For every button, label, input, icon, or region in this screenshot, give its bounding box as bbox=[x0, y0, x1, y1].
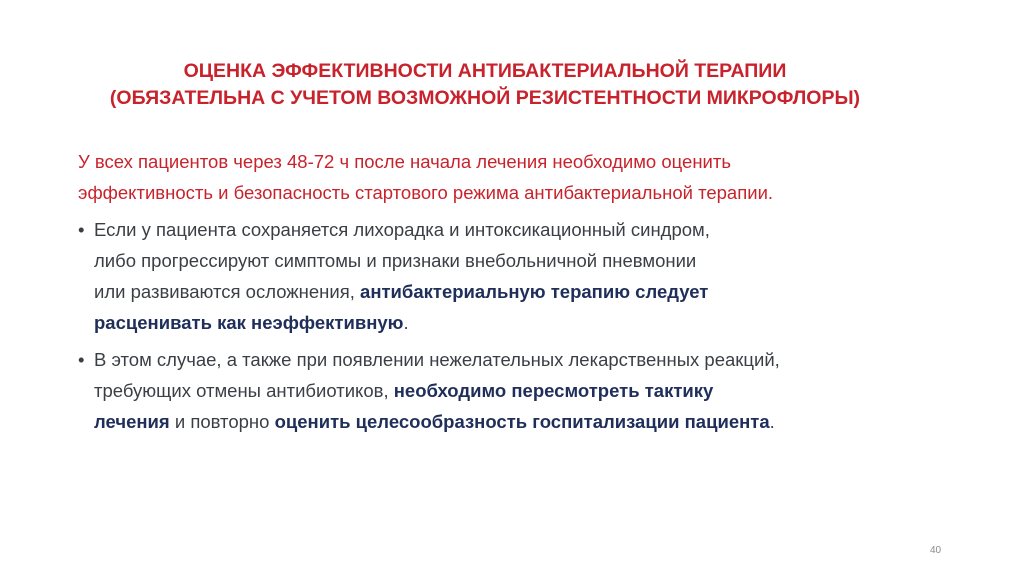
bullet-1-emphasis-a: антибактериальную терапию следует bbox=[360, 281, 709, 302]
bullet-dot-icon: • bbox=[78, 219, 85, 240]
bullet-1-line-3 bbox=[94, 276, 978, 307]
bullet-2-line-3-text: и повторно bbox=[169, 411, 275, 432]
bullet-2-line-1: В этом случае, а также при появлении нежелательных лекарственных реакций, bbox=[94, 349, 780, 370]
bullet-dot-icon: • bbox=[78, 349, 85, 370]
bullet-2-emphasis-c: оценить целесообразность госпитализации пациента bbox=[274, 411, 770, 432]
slide-title bbox=[0, 58, 970, 112]
bullet-2-period: . bbox=[769, 411, 775, 432]
bullet-1-line-2: либо прогрессируют симптомы и признаки внебольничной пневмонии bbox=[94, 250, 697, 271]
bullet-1-emphasis-b: расценивать как неэффективную bbox=[94, 312, 404, 333]
bullet-2-line-2-text: требующих отмены антибиотиков, bbox=[94, 380, 394, 401]
bullet-2-emphasis-b: лечения bbox=[94, 411, 170, 432]
bullet-1-line-4 bbox=[94, 307, 978, 338]
bullet-2-emphasis-a: необходимо пересмотреть тактику bbox=[393, 380, 714, 401]
bullet-2-line-2 bbox=[94, 375, 978, 406]
slide-body bbox=[78, 146, 978, 443]
bullet-item-2 bbox=[78, 344, 978, 437]
intro-paragraph bbox=[78, 146, 978, 208]
bullet-2-line-3 bbox=[94, 406, 978, 437]
bullet-1-line-3-text: или развиваются осложнения, bbox=[94, 281, 361, 302]
intro-line-2: эффективность и безопасность стартового режима антибактериальной терапии. bbox=[78, 182, 774, 203]
bullet-1-period: . bbox=[403, 312, 409, 333]
page-number: 40 bbox=[930, 545, 942, 556]
intro-line-1: У всех пациентов через 48-72 ч после начала лечения необходимо оценить bbox=[78, 151, 731, 172]
bullet-1-line-1: Если у пациента сохраняется лихорадка и интоксикационный синдром, bbox=[94, 219, 710, 240]
title-line-2: (ОБЯЗАТЕЛЬНА С УЧЕТОМ ВОЗМОЖНОЙ РЕЗИСТЕНТНОСТИ МИКРОФЛОРЫ) bbox=[109, 87, 861, 109]
title-line-1: ОЦЕНКА ЭФФЕКТИВНОСТИ АНТИБАКТЕРИАЛЬНОЙ ТЕРАПИИ bbox=[183, 60, 787, 82]
bullet-item-1 bbox=[78, 214, 978, 338]
